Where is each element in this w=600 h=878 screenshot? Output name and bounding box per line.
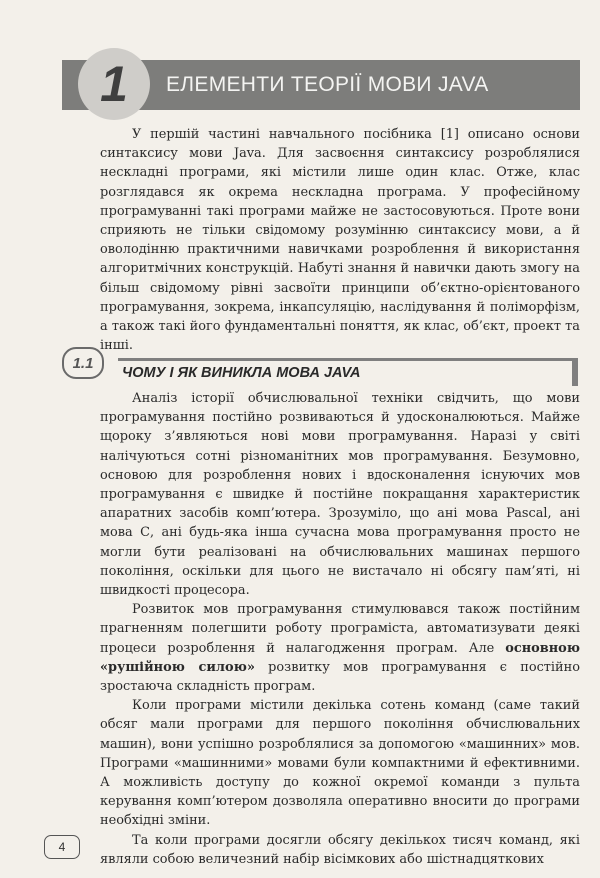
paragraph-text: розвитку мов програмування є постійно зростаюча складність програм.: [100, 659, 581, 695]
section-paragraph-2: [100, 600, 580, 696]
intro-paragraph: У першій частині навчального посібника [1] описано основи синтаксису мови Java. Для засвоєння синтаксису розроблялися нескладні програми, які містили лише один клас. Отже, клас розглядався як окрема нескладна програма. У професійному програмуванні такі програми майже не застосовуються. Проте вони сприяють не тільки свідомому розумінню синтаксису мови, а й оволодінню практичними навичками розроблення й використання алгоритмічних конструкцій. Набуті знання й навички дають змогу на більш свідомому рівні засвоїти принципи об’єктно-орієнтованого програмування, зокрема, інкапсуляцію, наслідування й поліморфізм, а також такі його фундаментальні поняття, як клас, об’єкт, проект та інші.: [100, 127, 580, 354]
chapter-number-badge: [78, 48, 150, 120]
section-paragraph-3: Коли програми містили декілька сотень команд (саме такий обсяг мали програми для першого покоління обчислювальних машин), вони успішно розроблялися за допомогою «машинних» мов. Програми «машинними» мовами були компактними й ефективними. А можливість доступу до кожної окремої команди з пульта керування комп’ютером дозволяла оперативно вносити до програми необхідні зміни.: [100, 698, 580, 829]
chapter-number: 1: [100, 56, 128, 112]
section-rule: [118, 358, 574, 361]
section-heading: [60, 345, 580, 387]
emphasis-text: основною «рушійною силою»: [100, 640, 580, 675]
section-paragraph-4: Та коли програми досягли обсягу декількох тисяч команд, які являли собою величезний набір вісімкових або шістнадцяткових: [100, 832, 580, 867]
section-number-badge: 1.1: [62, 347, 104, 379]
page-number: 4: [44, 835, 80, 859]
section-rule-end: [572, 358, 578, 386]
section-title: ЧОМУ І ЯК ВИНИКЛА МОВА JAVA: [122, 365, 361, 381]
section-paragraph-1: Аналіз історії обчислювальної техніки свідчить, що мови програмування постійно розвиваються й удосконалюються. Майже щороку з’являються нові мови програмування. Наразі у світі налічуються сотні різноманітних мов програмування. Безумовно, основою для розроблення нових і вдосконалення існуючих мов програмування є швидке й постійне покращання характеристик апаратних засобів комп’ютера. Зрозуміло, що ані мова Pascal, ані мова С, ані будь-яка інша сучасна мова програмування просто не могли бути реалізовані на обчислювальних машинах першого покоління, оскільки для цього не вистачало ні обсягу пам’яті, ні швидкості процесора.: [100, 391, 580, 599]
chapter-title: ЕЛЕМЕНТИ ТЕОРІЇ МОВИ JAVA: [166, 73, 489, 96]
intro-text: [100, 125, 580, 355]
paragraph-text: Розвиток мов програмування стимулювався також постійним прагненням полегшити роботу програміста, автоматизувати деякі процеси розроблення й налагодження програм. Але: [100, 602, 580, 656]
section-body: [100, 389, 580, 869]
